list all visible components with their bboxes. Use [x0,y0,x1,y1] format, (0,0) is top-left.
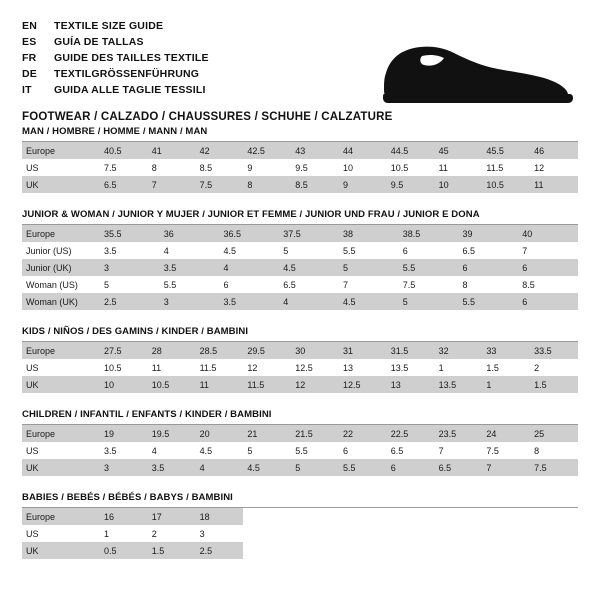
cell: 2.5 [196,542,244,559]
size-table-children [22,425,578,476]
size-table-junior-woman [22,225,578,310]
cell: 6.5 [283,279,296,290]
section-title: BABIES / BEBÉS / BÉBÉS / BABYS / BAMBINI [22,492,233,503]
cell: 32 [435,342,483,359]
cell: 0.5 [100,542,148,559]
cell: 4 [163,245,169,256]
cell: 24 [482,425,530,442]
row-label: Europe [22,342,100,359]
cell: 10.5 [482,176,530,193]
cell: 30 [291,342,339,359]
table-row [22,159,578,176]
cell: 3.5 [148,459,196,476]
table-row [22,542,578,559]
cell: 9 [339,176,387,193]
cell: 10 [100,376,148,393]
cell: 5 [247,445,253,456]
cell: 8 [243,176,291,193]
cell: 8 [462,279,468,290]
row-label: Woman (US) [26,279,78,290]
cell: 9.5 [295,162,308,173]
cell: 41 [148,142,196,159]
cell: 6 [459,259,519,276]
cell: 3 [160,293,220,310]
cell: 36.5 [220,225,280,242]
cell: 3.5 [104,245,117,256]
cell: 3 [100,259,160,276]
section-title: KIDS / NIÑOS / DES GAMINS / KINDER / BAMBINI [22,326,249,337]
cell: 12.5 [295,362,313,373]
cell: 22 [339,425,387,442]
cell: 6 [402,245,408,256]
cell: 11.5 [486,162,504,173]
language-title: TEXTILGRÖSSENFÜHRUNG [54,68,200,80]
table-row [22,142,578,159]
cell: 8.5 [291,176,339,193]
cell: 7.5 [196,176,244,193]
cell-empty [243,542,578,559]
dress-shoe-icon [378,32,578,110]
cell: 13 [387,376,435,393]
cell: 5 [339,259,399,276]
cell: 5.5 [459,293,519,310]
table-row [22,525,578,542]
table-row [22,508,578,525]
cell: 45.5 [482,142,530,159]
cell: 5.5 [343,245,356,256]
cell: 3.5 [160,259,220,276]
cell: 44 [339,142,387,159]
cell: 13.5 [390,362,409,373]
language-code: FR [22,52,37,64]
cell: 5.5 [295,445,308,456]
row-label: Europe [22,225,100,242]
cell: 6.5 [462,245,476,256]
cell: 11 [151,362,162,373]
cell: 6.5 [390,445,404,456]
cell: 5 [399,293,459,310]
row-label: US [26,528,39,539]
cell: 10 [342,162,353,173]
cell: 7.5 [530,459,578,476]
cell: 1 [482,376,530,393]
row-label: Junior (UK) [22,259,100,276]
table-row [22,276,578,293]
cell: 46 [530,142,578,159]
cell: 36 [160,225,220,242]
page-header [22,18,578,123]
cell: 5.5 [399,259,459,276]
section-title: MAN / HOMBRE / HOMME / MANN / MAN [22,126,208,137]
cell: 10 [435,176,483,193]
cell: 12 [247,362,258,373]
footwear-heading: FOOTWEAR / CALZADO / CHAUSSURES / SCHUHE / CALZATURE [22,111,393,123]
cell: 6 [518,259,578,276]
cell: 11 [438,162,448,173]
cell-empty [243,508,578,525]
cell: 7.5 [104,162,117,173]
cell: 4.5 [339,293,399,310]
cell: 4 [151,445,157,456]
row-label: US [26,445,39,456]
cell: 1.5 [486,362,499,373]
cell: 42 [196,142,244,159]
cell: 4 [279,293,339,310]
language-code: EN [22,20,37,32]
cell: 6.5 [100,176,148,193]
cell: 31 [339,342,387,359]
table-row [22,225,578,242]
cell: 2 [151,528,157,539]
row-label: UK [22,542,100,559]
cell: 19 [100,425,148,442]
cell: 38 [339,225,399,242]
section-man [22,126,578,193]
table-row [22,176,578,193]
row-label: UK [22,459,100,476]
section-babies [22,492,578,559]
row-label: Europe [22,425,100,442]
cell: 3.5 [220,293,280,310]
cell: 7 [522,245,528,256]
section-title: JUNIOR & WOMAN / JUNIOR Y MUJER / JUNIOR ET FEMME / JUNIOR UND FRAU / JUNIOR E DONA [22,209,480,220]
cell: 25 [530,425,578,442]
cell: 10.5 [390,162,409,173]
cell: 21 [243,425,291,442]
table-row [22,359,578,376]
cell: 11.5 [199,362,217,373]
cell: 33.5 [530,342,578,359]
cell: 4.5 [279,259,339,276]
table-row [22,376,578,393]
size-table-kids [22,342,578,393]
table-row [22,459,578,476]
row-label: US [26,162,39,173]
cell: 28.5 [196,342,244,359]
cell: 39 [459,225,519,242]
cell: 28 [148,342,196,359]
section-children [22,409,578,476]
cell: 6 [342,445,348,456]
language-title: GUIDA ALLE TAGLIE TESSILI [54,84,206,96]
cell: 12 [291,376,339,393]
cell: 4.5 [223,245,237,256]
cell: 16 [100,508,148,525]
cell: 8.5 [522,279,535,290]
cell: 11 [196,376,244,393]
cell: 22.5 [387,425,435,442]
cell: 4 [220,259,280,276]
table-row [22,242,578,259]
cell: 29.5 [243,342,291,359]
table-row [22,342,578,359]
cell: 40.5 [100,142,148,159]
cell: 35.5 [100,225,160,242]
section-title: CHILDREN / INFANTIL / ENFANTS / KINDER / BAMBINI [22,409,272,420]
cell: 5.5 [163,279,177,290]
cell: 4.5 [199,445,213,456]
table-row [22,293,578,310]
cell: 9.5 [387,176,435,193]
table-row [22,442,578,459]
cell: 13 [342,362,353,373]
cell: 13.5 [435,376,483,393]
cell: 7 [482,459,530,476]
row-label: Woman (UK) [22,293,100,310]
row-label: Europe [22,508,100,525]
cell: 6 [518,293,578,310]
cell: 20 [196,425,244,442]
row-label: UK [22,376,100,393]
cell: 40 [518,225,578,242]
cell: 43 [291,142,339,159]
row-label: Junior (US) [26,245,72,256]
section-kids [22,326,578,393]
cell: 7.5 [486,445,499,456]
cell: 2.5 [100,293,160,310]
cell: 31.5 [387,342,435,359]
cell: 1 [104,528,110,539]
cell: 12.5 [339,376,387,393]
cell: 21.5 [291,425,339,442]
cell: 23.5 [435,425,483,442]
cell: 38.5 [399,225,459,242]
cell: 5 [104,279,110,290]
cell: 45 [435,142,483,159]
cell: 7 [148,176,196,193]
cell: 1 [438,362,444,373]
language-title: GUÍA DE TALLAS [54,36,144,48]
language-title: TEXTILE SIZE GUIDE [54,20,164,32]
section-junior-woman [22,209,578,310]
language-code: DE [22,68,37,80]
table-row [22,425,578,442]
cell: 8 [534,445,540,456]
language-code: ES [22,36,37,48]
cell: 19.5 [148,425,196,442]
cell: 10.5 [148,376,196,393]
cell: 7 [438,445,444,456]
cell: 8.5 [199,162,213,173]
cell: 44.5 [387,142,435,159]
cell: 37.5 [279,225,339,242]
cell: 11 [530,176,578,193]
cell: 7 [343,279,349,290]
cell-empty [243,525,578,542]
cell: 5 [283,245,289,256]
cell: 17 [148,508,196,525]
cell: 18 [196,508,244,525]
cell: 6.5 [435,459,483,476]
cell: 5 [291,459,339,476]
cell: 4 [196,459,244,476]
row-label: Europe [22,142,100,159]
cell: 9 [247,162,253,173]
cell: 3.5 [104,445,117,456]
row-label: UK [22,176,100,193]
cell: 6 [223,279,229,290]
cell: 42.5 [243,142,291,159]
cell: 3 [199,528,205,539]
cell: 4.5 [243,459,291,476]
size-table-babies [22,508,578,559]
cell: 6 [387,459,435,476]
cell: 2 [534,362,540,373]
row-label: US [26,362,39,373]
size-table-man [22,142,578,193]
cell: 7.5 [402,279,416,290]
cell: 1.5 [530,376,578,393]
cell: 11.5 [243,376,291,393]
cell: 5.5 [339,459,387,476]
cell: 8 [151,162,157,173]
cell: 27.5 [100,342,148,359]
cell: 1.5 [148,542,196,559]
table-row [22,259,578,276]
language-title: GUIDE DES TAILLES TEXTILE [54,52,209,64]
cell: 33 [482,342,530,359]
cell: 12 [534,162,545,173]
cell: 10.5 [104,362,122,373]
language-code: IT [22,84,32,96]
cell: 3 [100,459,148,476]
